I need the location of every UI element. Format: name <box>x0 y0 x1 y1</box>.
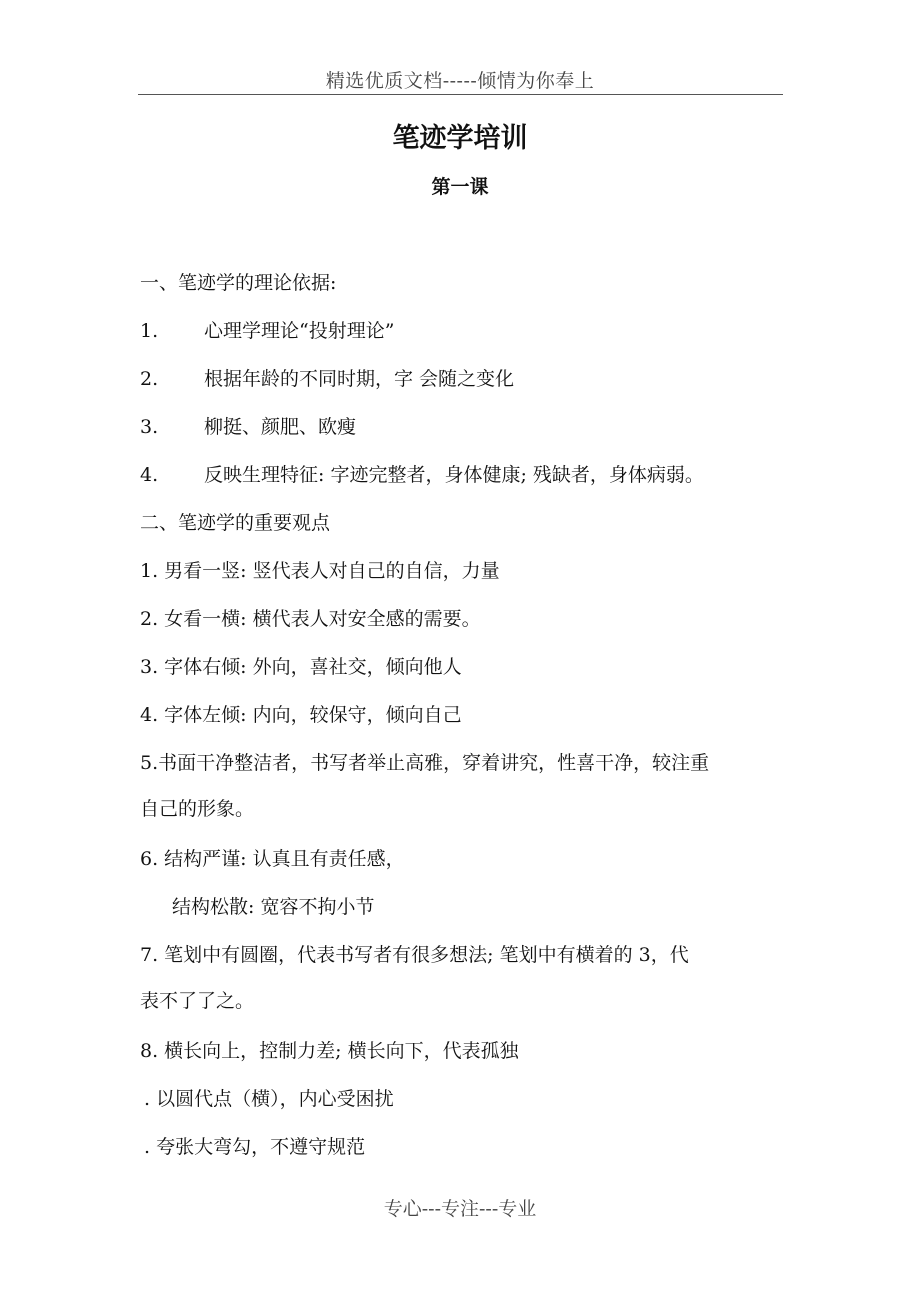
item-text: 心理学理论“投射理论” <box>204 320 395 342</box>
section2-point-5-line1: 5.书面干净整洁者，书写者举止高雅，穿着讲究，性喜干净，较注重 <box>140 752 710 774</box>
section2-point-7-line1: 7. 笔划中有圆圈，代表书写者有很多想法; 笔划中有横着的 3，代 <box>140 944 689 966</box>
item-text: 反映生理特征: 字迹完整者，身体健康; 残缺者，身体病弱。 <box>204 464 704 486</box>
section2-point-5-line2: 自己的形象。 <box>140 798 255 820</box>
item-number: 2. <box>140 368 159 390</box>
item-text: 根据年龄的不同时期，字 会随之变化 <box>204 368 515 390</box>
section1-item <box>140 462 704 488</box>
item-text: 柳挺、颜肥、欧瘦 <box>204 416 357 438</box>
section1-heading: 一、笔迹学的理论依据: <box>140 272 337 294</box>
section2-point-9: . 以圆代点（横），内心受困扰 <box>144 1088 394 1110</box>
section2-heading: 二、笔迹学的重要观点 <box>140 512 331 534</box>
document-title: 笔迹学培训 <box>392 123 528 154</box>
section2-point-6-line1: 6. 结构严谨: 认真且有责任感， <box>140 848 405 870</box>
section2-point-10: . 夸张大弯勾，不遵守规范 <box>144 1136 366 1158</box>
page-header: 精选优质文档-----倾情为你奉上 <box>325 70 595 92</box>
section2-point-1: 1. 男看一竖: 竖代表人对自己的自信，力量 <box>140 560 500 582</box>
section1-item <box>140 366 514 392</box>
document-subtitle: 第一课 <box>431 176 489 198</box>
section1-item <box>140 318 394 344</box>
page-footer: 专心---专注---专业 <box>383 1198 537 1220</box>
section2-point-8: 8. 横长向上，控制力差; 横长向下，代表孤独 <box>140 1040 519 1062</box>
item-number: 3. <box>140 416 159 438</box>
section2-point-6-line2: 结构松散: 宽容不拘小节 <box>172 896 375 918</box>
section2-point-3: 3. 字体右倾: 外向，喜社交，倾向他人 <box>140 656 462 678</box>
section2-point-2: 2. 女看一横: 横代表人对安全感的需要。 <box>140 608 481 630</box>
item-number: 1. <box>140 320 159 342</box>
section2-point-7-line2: 表不了了之。 <box>140 990 255 1012</box>
header-divider <box>138 94 783 95</box>
item-number: 4. <box>140 464 159 486</box>
section1-item <box>140 414 356 440</box>
section2-point-4: 4. 字体左倾: 内向，较保守，倾向自己 <box>140 704 462 726</box>
